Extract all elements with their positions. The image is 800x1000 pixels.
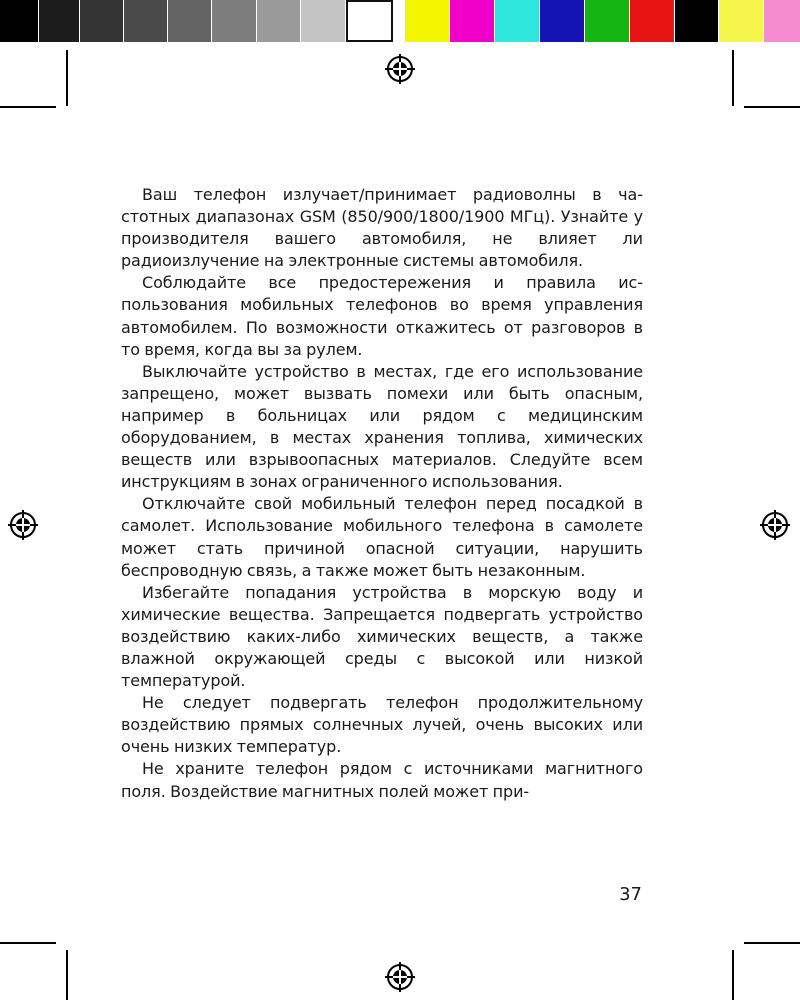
color-swatch xyxy=(675,0,718,42)
registration-mark-icon xyxy=(8,510,38,540)
page-number: 37 xyxy=(619,884,642,905)
color-swatch xyxy=(80,0,123,42)
crop-mark xyxy=(744,942,800,944)
crop-mark xyxy=(66,950,68,1000)
color-swatch xyxy=(212,0,256,42)
paragraph: Выключайте устройство в местах, где его использование запрещено, может вызвать помехи или быть опасным, например в больницах или рядом с медицинским оборудованием, в местах хранения топлива, химических веществ или взрывоопасных материалов. Следуйте всем инструкциям в зонах ограниченного использования. xyxy=(121,361,643,492)
crop-mark xyxy=(0,106,56,108)
paragraph: Не храните телефон рядом с источниками магнитного поля. Воздействие магнитных полей может при- xyxy=(121,759,643,801)
body-text xyxy=(121,184,643,803)
crop-mark xyxy=(66,50,68,106)
color-swatch xyxy=(301,0,345,42)
color-swatch xyxy=(540,0,584,42)
paragraph: Соблюдайте все предостережения и правила использования мобильных телефонов во время управления автомобилем. По возможности откажитесь от разговоров в то время, когда вы за рулем. xyxy=(121,273,643,359)
color-swatch xyxy=(405,0,449,42)
paragraph: Ваш телефон излучает/принимает радиоволны в частотных диапазонах GSM (850/900/1800/1900 МГц). Узнайте у производителя вашего автомобиля, не влияет ли радиоизлучение на электронные системы автомобиля. xyxy=(121,185,643,271)
paragraph: Не следует подвергать телефон продолжительному воздействию прямых солнечных лучей, очень высоких или очень низких температур. xyxy=(121,693,643,757)
crop-mark xyxy=(732,950,734,1000)
color-swatch xyxy=(257,0,300,42)
color-swatch xyxy=(630,0,674,42)
crop-mark xyxy=(744,106,800,108)
print-color-bar xyxy=(0,0,800,44)
color-swatch xyxy=(764,0,800,42)
paragraph: Избегайте попадания устройства в морскую воду и химические вещества. Запрещается подвергать устройство воздействию каких-либо химических веществ, а также влажной окружающей среды с высокой или низкой температурой. xyxy=(121,582,643,691)
color-swatch xyxy=(495,0,539,42)
crop-mark xyxy=(0,942,56,944)
paragraph: Отключайте свой мобильный телефон перед посадкой в самолет. Использование мобильного телефона в самолете может стать причиной опасной ситуации, нарушить беспроводную связь, а также может быть незаконным. xyxy=(121,494,643,580)
color-swatch xyxy=(346,0,393,42)
color-swatch xyxy=(450,0,494,42)
color-swatch xyxy=(124,0,167,42)
color-swatch xyxy=(39,0,79,42)
color-swatch xyxy=(168,0,211,42)
color-swatch xyxy=(585,0,629,42)
registration-mark-icon xyxy=(760,510,790,540)
color-swatch xyxy=(0,0,38,42)
registration-mark-icon xyxy=(385,962,415,992)
color-swatch xyxy=(719,0,763,42)
registration-mark-icon xyxy=(385,54,415,84)
crop-mark xyxy=(732,50,734,106)
